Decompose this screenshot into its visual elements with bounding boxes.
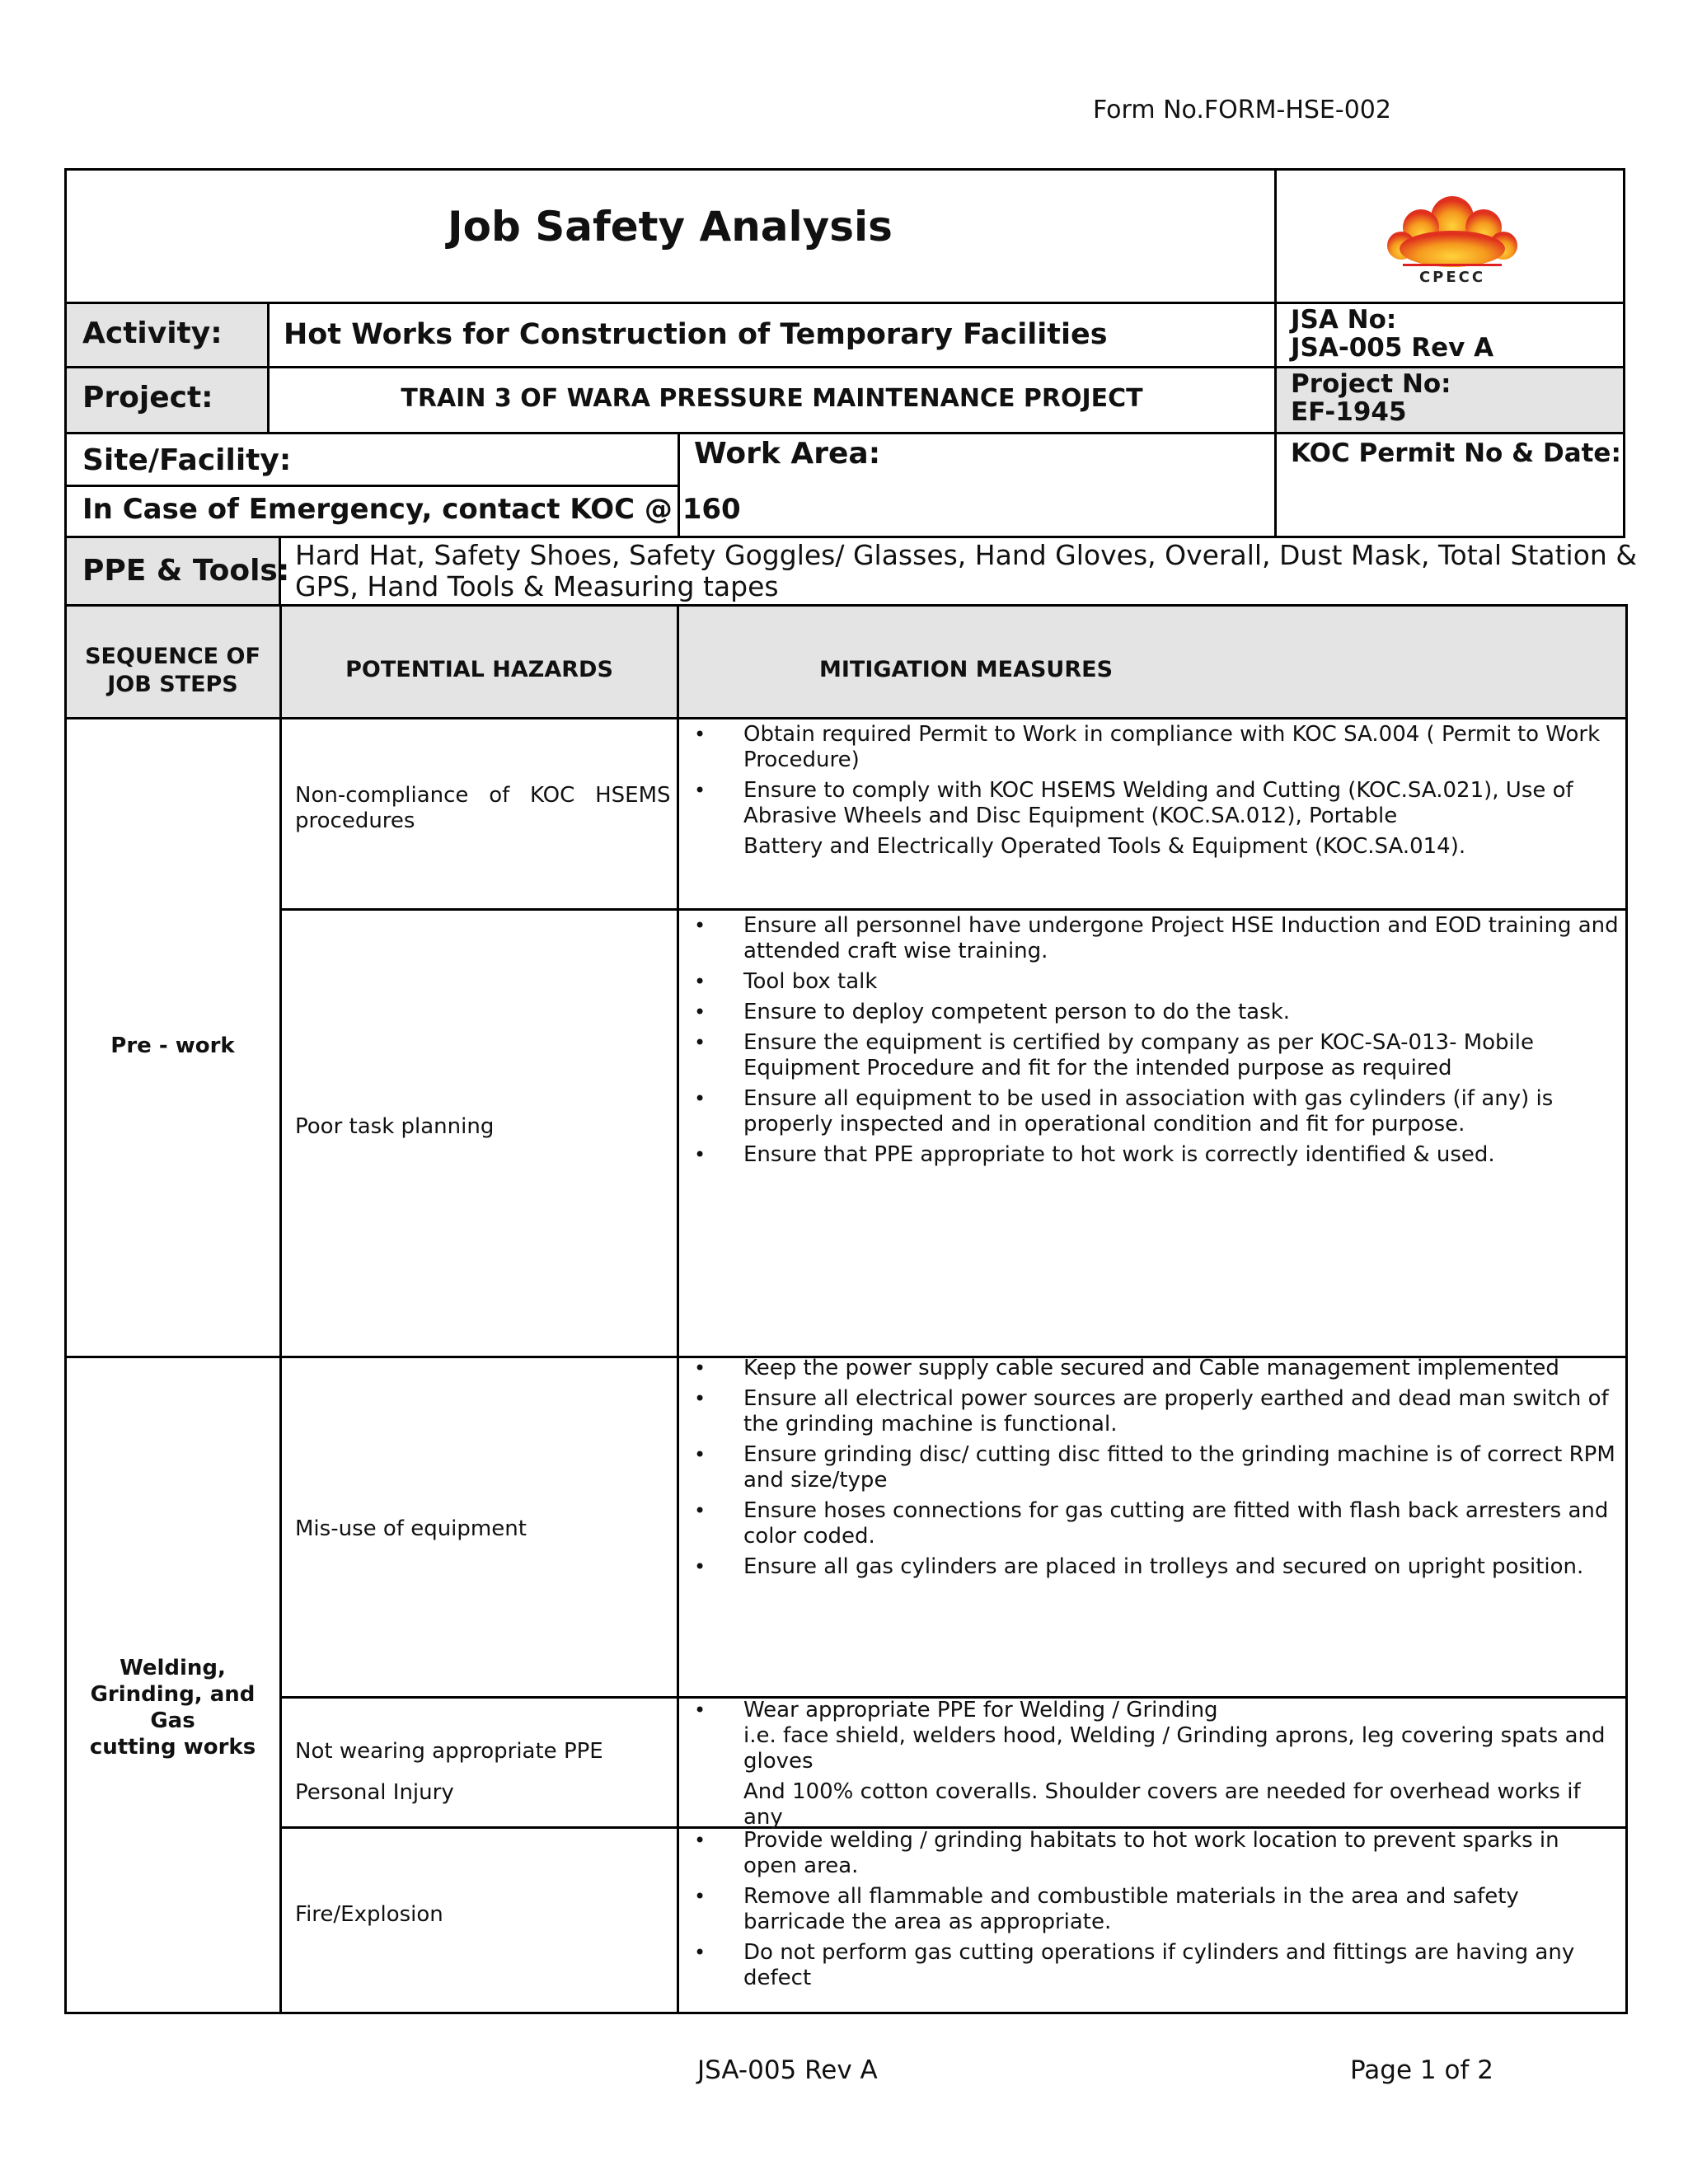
hazard-non-compliance-line1: Non-compliance of KOC HSEMS [295, 783, 671, 808]
mitigation-continuation: i.e. face shield, welders hood, Welding / Grinding aprons, leg covering spats and gloves [743, 1723, 1606, 1774]
project-no-value: EF-1945 [1291, 397, 1407, 427]
work-area-label: Work Area: [694, 437, 881, 471]
hazard-poor-task-planning: Poor task planning [295, 1114, 495, 1139]
document-title: Job Safety Analysis [448, 203, 893, 251]
mitigation-item: • Ensure all personnel have undergone Project HSE Induction and EOD training and attended craft wise training. [679, 913, 1619, 964]
ppe-label: PPE & Tools: [82, 554, 290, 588]
hazard-not-wearing-ppe [295, 1731, 603, 1813]
mitigation-item: • Obtain required Permit to Work in compliance with KOC SA.004 ( Permit to Work Procedure) [679, 722, 1619, 773]
ppe-line-1: Hard Hat, Safety Shoes, Safety Goggles/ Glasses, Hand Gloves, Overall, Dust Mask, Total Station & [295, 539, 1638, 571]
step-welding-line1: Welding, [120, 1656, 226, 1680]
permit-label: KOC Permit No & Date: [1291, 438, 1621, 468]
mitigation-item: • Do not perform gas cutting operations if cylinders and fittings are having any defect [679, 1940, 1619, 1991]
mitigation-list-2 [679, 913, 1619, 1173]
mitigation-item: • Ensure that PPE appropriate to hot work is correctly identified & used. [679, 1142, 1619, 1168]
mitigation-item: • Ensure the equipment is certified by company as per KOC-SA-013- Mobile Equipment Procedure and fit for the intended purpose as required [679, 1030, 1619, 1081]
header-mitigation: MITIGATION MEASURES [819, 657, 1114, 682]
hazard-personal-injury: Personal Injury [295, 1780, 454, 1805]
step-welding-line3: cutting works [89, 1735, 256, 1760]
mitigation-item: • Tool box talk [679, 969, 1619, 995]
project-label: Project: [82, 381, 213, 415]
mitigation-item: • Wear appropriate PPE for Welding / Grinding [679, 1698, 1619, 1723]
mitigation-list-4 [679, 1698, 1619, 1830]
mitigation-item: • Ensure to comply with KOC HSEMS Welding and Cutting (KOC.SA.021), Use of Abrasive Wheels and Disc Equipment (KOC.SA.012), Portable [679, 778, 1619, 829]
activity-label: Activity: [82, 316, 223, 350]
mitigation-list-1 [679, 722, 1619, 860]
mitigation-item: • Ensure all electrical power sources are properly earthed and dead man switch of the grinding machine is functional. [679, 1386, 1619, 1437]
jsa-no-value: JSA-005 Rev A [1291, 333, 1494, 363]
footer-page-number: Page 1 of 2 [1350, 2055, 1493, 2085]
mitigation-item: • Keep the power supply cable secured and Cable management implemented [679, 1356, 1619, 1381]
mitigation-item: • Ensure all equipment to be used in association with gas cylinders (if any) is properly inspected and in operational condition and fit for purpose. [679, 1086, 1619, 1137]
header-sequence-line1: SEQUENCE OF [85, 644, 260, 669]
ppe-line-2: GPS, Hand Tools & Measuring tapes [295, 570, 779, 602]
mitigation-item: • Ensure all gas cylinders are placed in trolleys and secured on upright position. [679, 1554, 1619, 1580]
logo-text: CPECC [1418, 269, 1486, 286]
header-hazards: POTENTIAL HAZARDS [345, 657, 613, 682]
mitigation-item: • Ensure to deploy competent person to do the task. [679, 1000, 1619, 1025]
footer-document-ref: JSA-005 Rev A [697, 2055, 878, 2085]
site-facility-label: Site/Facility: [82, 443, 292, 477]
step-welding-line2: Grinding, and Gas [90, 1682, 256, 1733]
hazard-fire-explosion: Fire/Explosion [295, 1902, 443, 1927]
project-no-label: Project No: [1291, 369, 1451, 399]
step-pre-work: Pre - work [110, 1033, 235, 1058]
mitigation-continuation: And 100% cotton coveralls. Shoulder covers are needed for overhead works if any [743, 1779, 1581, 1830]
mitigation-item: • Ensure grinding disc/ cutting disc fitted to the grinding machine is of correct RPM and size/type [679, 1442, 1619, 1493]
mitigation-item: • Provide welding / grinding habitats to hot work location to prevent sparks in open area. [679, 1828, 1619, 1879]
step-welding [66, 1655, 279, 1760]
header-sequence-line2: JOB STEPS [107, 672, 238, 697]
hazard-non-compliance-line2: procedures [295, 808, 415, 833]
mitigation-list-3 [679, 1356, 1619, 1585]
form-number: Form No.FORM-HSE-002 [1093, 96, 1391, 124]
mitigation-item: • Remove all flammable and combustible materials in the area and safety barricade the area as appropriate. [679, 1884, 1619, 1935]
mitigation-list-5 [679, 1828, 1619, 1996]
emergency-contact: In Case of Emergency, contact KOC @ 160 [82, 493, 741, 526]
project-value: TRAIN 3 OF WARA PRESSURE MAINTENANCE PROJECT [401, 384, 1143, 413]
hazard-misuse-equipment: Mis-use of equipment [295, 1516, 527, 1541]
mitigation-continuation: Battery and Electrically Operated Tools & Equipment (KOC.SA.014). [743, 834, 1466, 859]
mitigation-item: • Ensure hoses connections for gas cutting are fitted with flash back arresters and color coded. [679, 1498, 1619, 1549]
activity-value: Hot Works for Construction of Temporary Facilities [284, 318, 1108, 351]
hazard-not-wearing-ppe-line1: Not wearing appropriate PPE [295, 1739, 603, 1764]
jsa-no-label: JSA No: [1291, 305, 1397, 335]
hazard-non-compliance [295, 783, 671, 834]
header-sequence [66, 643, 279, 699]
